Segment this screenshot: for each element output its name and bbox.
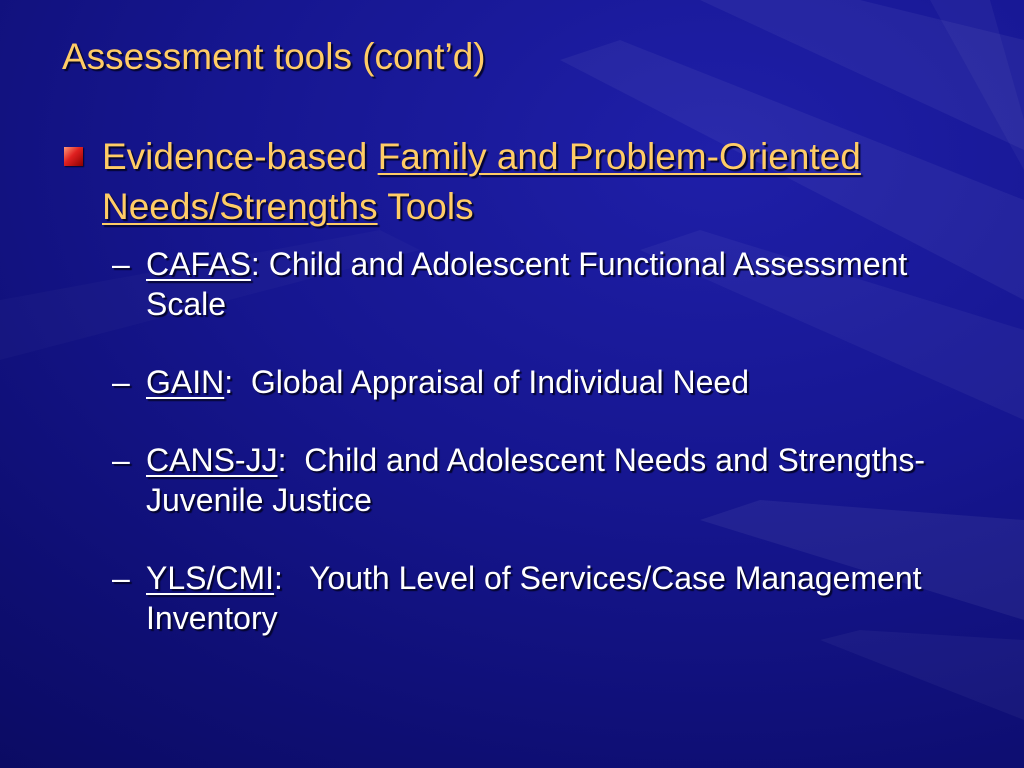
main-bullet-prefix: Evidence-based — [102, 136, 378, 177]
separator: : — [224, 364, 251, 400]
separator: : — [274, 560, 310, 596]
acronym-link-gain[interactable]: GAIN — [146, 364, 225, 400]
main-bullet — [62, 132, 962, 232]
separator: : — [250, 246, 269, 282]
separator: : — [277, 442, 305, 478]
acronym-link-cans-jj[interactable]: CANS-JJ — [146, 442, 278, 478]
sub-bullet-yls-cmi — [62, 558, 946, 638]
description-cans-jj: Child and Adolescent Needs and Strengths-Juvenile Justice — [146, 442, 926, 518]
slide-content — [62, 132, 962, 673]
acronym-link-cafas[interactable]: CAFAS — [146, 246, 251, 282]
acronym-link-yls-cmi[interactable]: YLS/CMI — [146, 560, 275, 596]
main-bullet-link[interactable]: Family and Problem-Oriented Needs/Strengths — [102, 136, 861, 227]
sub-bullet-cafas — [62, 244, 946, 324]
dash-bullet: – — [112, 364, 130, 400]
description-yls-cmi: Youth Level of Services/Case Management Inventory — [146, 560, 922, 636]
description-gain: Global Appraisal of Individual Need — [250, 364, 749, 400]
sub-bullet-cans-jj — [62, 440, 946, 520]
sub-bullet-list — [62, 244, 962, 638]
main-bullet-suffix: Tools — [377, 186, 474, 227]
dash-bullet: – — [112, 246, 130, 282]
sub-bullet-gain — [62, 362, 946, 402]
description-cafas: Child and Adolescent Functional Assessment Scale — [146, 246, 908, 322]
square-bullet-icon — [64, 147, 83, 166]
dash-bullet: – — [112, 442, 130, 478]
slide-title: Assessment tools (cont’d) — [62, 36, 486, 77]
dash-bullet: – — [112, 560, 130, 596]
